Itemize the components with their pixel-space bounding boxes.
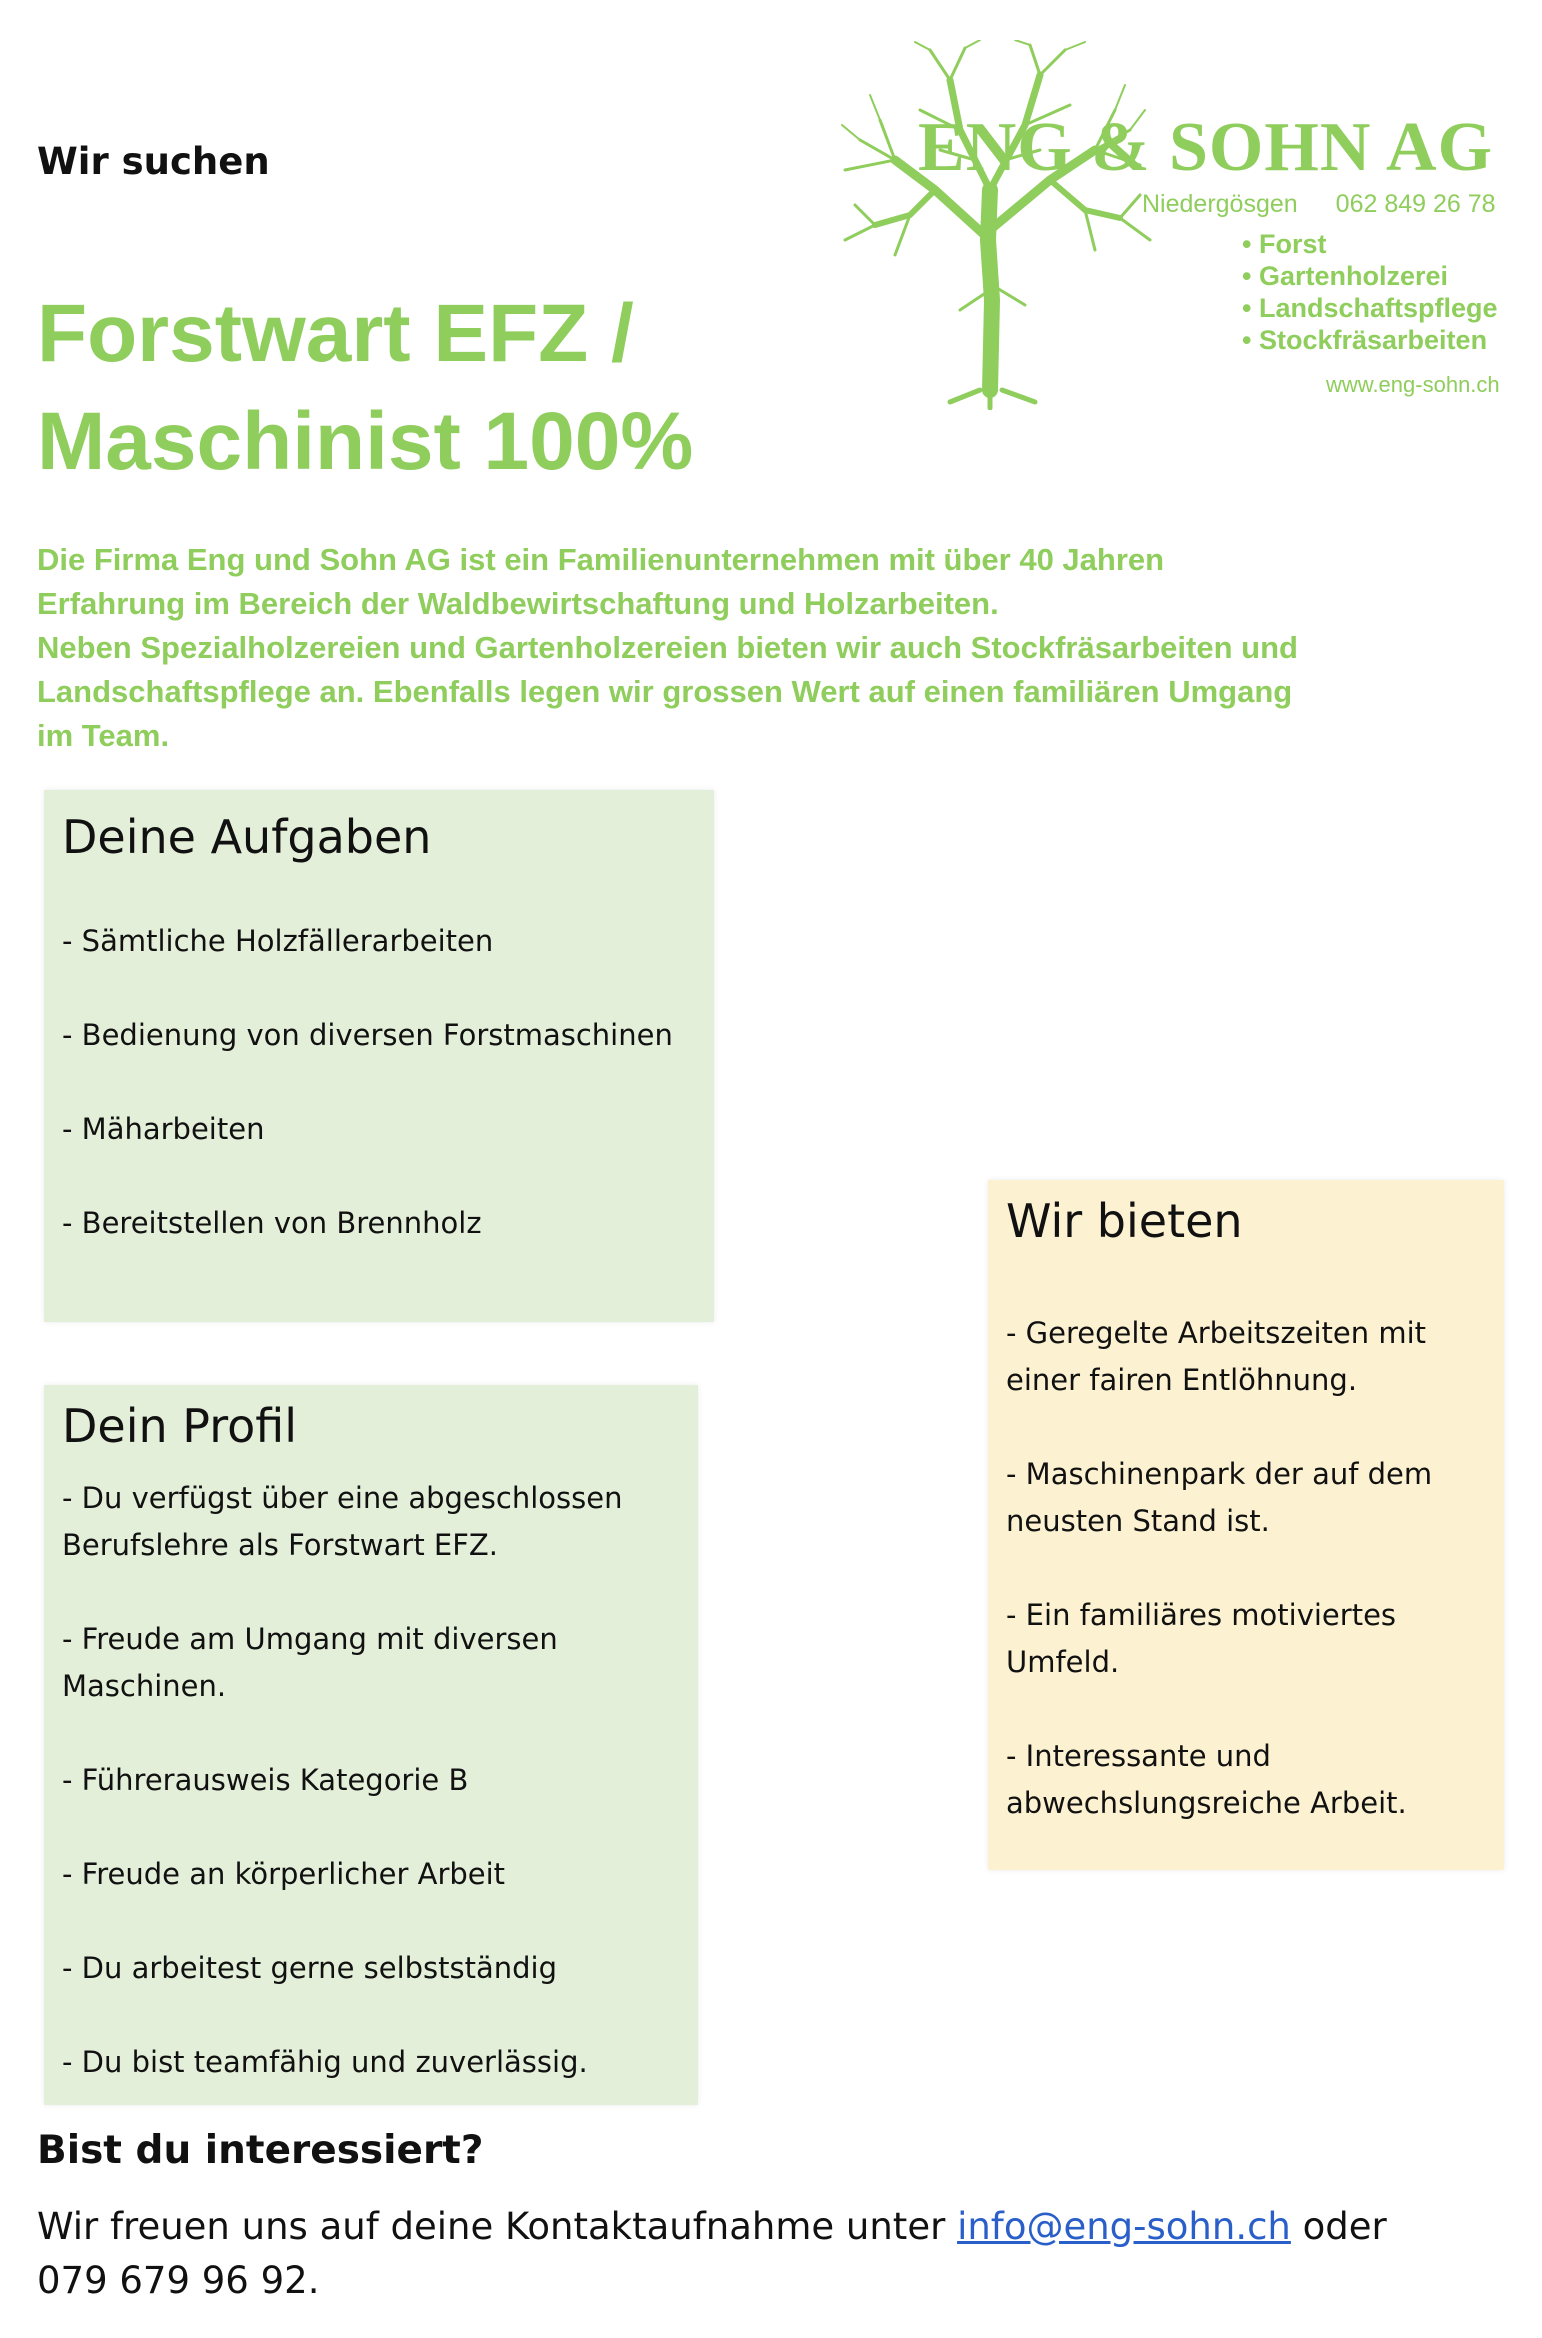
offer-title: Wir bieten xyxy=(1006,1194,1243,1248)
description-line: Die Firma Eng und Sohn AG ist ein Familienunternehmen mit über 40 Jahren xyxy=(37,542,1165,577)
service-item: • Stockfräsarbeiten xyxy=(1242,324,1498,356)
offer-item: - Ein familiäres motiviertes Umfeld. xyxy=(1006,1598,1397,1679)
description-line: Erfahrung im Bereich der Waldbewirtschaftung und Holzarbeiten. xyxy=(37,586,999,621)
company-description xyxy=(37,538,1517,758)
description-line: Neben Spezialholzereien und Gartenholzereien bieten wir auch Stockfräsarbeiten und xyxy=(37,630,1298,665)
profile-item: - Du bist teamfähig und zuverlässig. xyxy=(62,2045,588,2079)
cta-text-after: oder xyxy=(1290,2205,1387,2248)
profile-list xyxy=(62,1475,682,2133)
task-item: - Bereitstellen von Brennholz xyxy=(62,1206,482,1240)
service-item: • Forst xyxy=(1242,228,1498,260)
cta-text-before: Wir freuen uns auf deine Kontaktaufnahme unter xyxy=(37,2205,958,2248)
company-website: www.eng-sohn.ch xyxy=(1326,372,1500,397)
profile-item: - Freude an körperlicher Arbeit xyxy=(62,1857,506,1891)
profile-item: - Freude am Umgang mit diversen Maschinen. xyxy=(62,1622,558,1703)
company-contact xyxy=(1142,190,1496,219)
service-item: • Gartenholzerei xyxy=(1242,260,1498,292)
cta-text xyxy=(37,2200,1497,2308)
job-title xyxy=(37,280,857,496)
offer-list xyxy=(1006,1310,1496,1874)
profile-box xyxy=(44,1385,698,2105)
profile-title: Dein Profil xyxy=(62,1399,298,1453)
services-list xyxy=(1242,228,1498,356)
job-title-line-2: Maschinist 100% xyxy=(37,396,694,487)
email-link[interactable]: info@eng-sohn.ch xyxy=(957,2205,1291,2248)
company-logo-name: ENG & SOHN AG xyxy=(918,109,1494,186)
task-item: - Sämtliche Holzfällerarbeiten xyxy=(62,924,494,958)
contact-phone: 079 679 96 92. xyxy=(37,2259,320,2302)
offer-box xyxy=(988,1180,1504,1870)
profile-item: - Du verfügst über eine abgeschlossen Berufslehre als Forstwart EFZ. xyxy=(62,1481,623,1562)
company-phone: 062 849 26 78 xyxy=(1335,190,1496,218)
profile-item: - Du arbeitest gerne selbstständig xyxy=(62,1951,558,1985)
intro-label: Wir suchen xyxy=(37,140,270,183)
task-item: - Bedienung von diversen Forstmaschinen xyxy=(62,1018,673,1052)
tasks-list xyxy=(62,918,673,1294)
offer-item: - Maschinenpark der auf dem neusten Stand ist. xyxy=(1006,1457,1433,1538)
description-line: Landschaftspflege an. Ebenfalls legen wir grossen Wert auf einen familiären Umgang xyxy=(37,674,1293,709)
cta-heading: Bist du interessiert? xyxy=(37,2128,484,2173)
offer-item: - Interessante und abwechslungsreiche Arbeit. xyxy=(1006,1739,1407,1820)
company-location: Niedergösgen xyxy=(1142,190,1298,218)
tasks-title: Deine Aufgaben xyxy=(62,810,432,864)
tasks-box xyxy=(44,790,714,1322)
job-title-line-1: Forstwart EFZ / xyxy=(37,288,634,379)
service-item: • Landschaftspflege xyxy=(1242,292,1498,324)
description-line: im Team. xyxy=(37,718,170,753)
task-item: - Mäharbeiten xyxy=(62,1112,265,1146)
offer-item: - Geregelte Arbeitszeiten mit einer fairen Entlöhnung. xyxy=(1006,1316,1427,1397)
profile-item: - Führerausweis Kategorie B xyxy=(62,1763,469,1797)
